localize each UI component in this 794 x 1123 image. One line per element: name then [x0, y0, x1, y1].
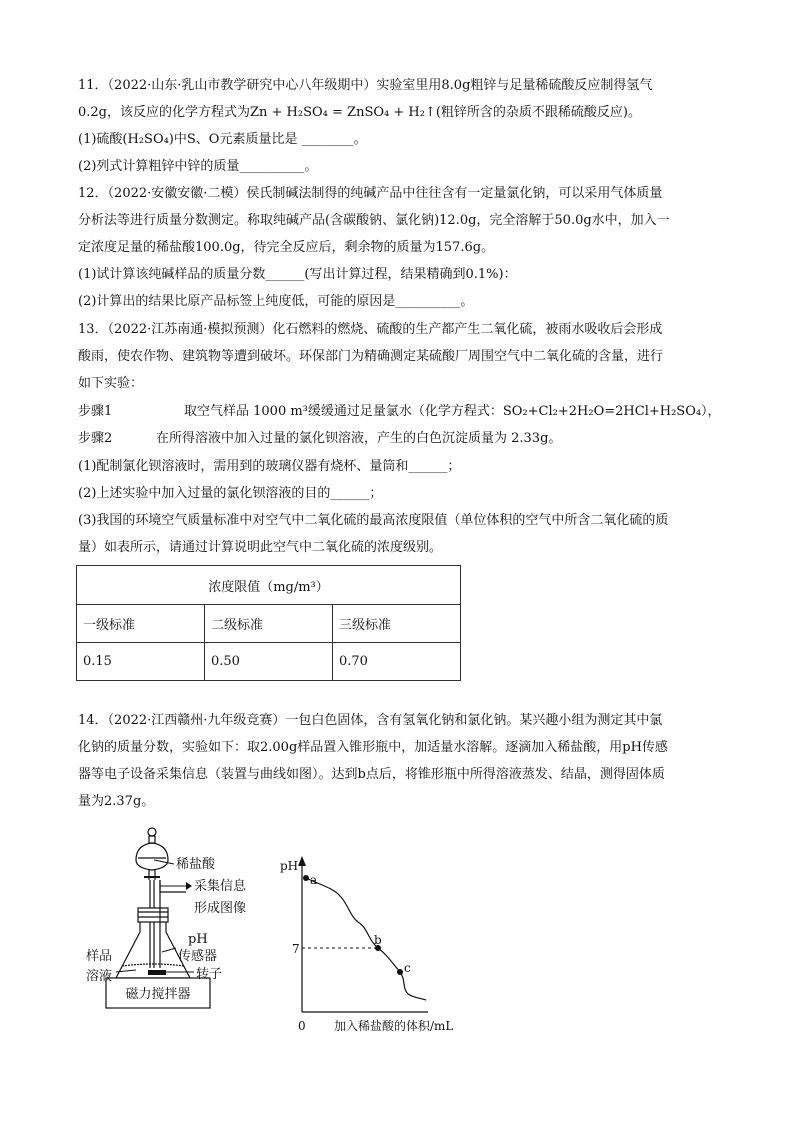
q14-line-4: 量为2.37g。 — [78, 794, 155, 809]
q14-line-1: 14．（2022·江西赣州·九年级竞赛）一包白色固体，含有氢氧化钠和氯化钠。某兴趣小组为测定其中氯 — [78, 713, 663, 728]
concentration-table — [76, 565, 461, 681]
rotor-label: 转子 — [196, 967, 223, 982]
acid-label: 稀盐酸 — [176, 857, 216, 872]
q12-sub-1: (1)试计算该纯碱样品的质量分数______(写出计算过程，结果精确到0.1%)： — [78, 267, 517, 282]
apparatus-diagram — [76, 820, 276, 1030]
stirrer-label: 磁力搅拌器 — [125, 987, 191, 1002]
q11-line-2: 0.2g，该反应的化学方程式为Zn + H₂SO₄ = ZnSO₄ + H₂↑(粗锌所含的杂质不跟稀硫酸反应)。 — [78, 105, 641, 120]
q13-line-1: 13．（2022·江苏南通·模拟预测）化石燃料的燃烧、硫酸的生产都产生二氧化硫，被雨水吸收后会形成 — [78, 322, 663, 337]
q11-sub-2: (2)列式计算粗锌中锌的质量__________。 — [78, 159, 318, 174]
q13-sub-3a: (3)我国的环境空气质量标准中对空气中二氧化硫的最高浓度限值（单位体积的空气中所含二氧化硫的质 — [78, 513, 669, 528]
q11-sub-1: (1)硫酸(H₂SO₄)中S、O元素质量比是 ________。 — [78, 132, 367, 147]
dropping-funnel-icon — [136, 828, 168, 968]
step2-text: 在所得溶液中加入过量的氯化钡溶液，产生的白色沉淀质量为 2.33g。 — [156, 431, 562, 446]
q13-line-3: 如下实验： — [78, 376, 144, 391]
table-row — [77, 643, 461, 681]
step1-label: 步骤1 — [78, 404, 113, 419]
q12-line-1: 12．（2022·安徽安徽·二模）侯氏制碱法制得的纯碱产品中往往含有一定量氯化钠，可以采用气体质量 — [78, 186, 663, 201]
stirring-rotor-icon — [148, 970, 166, 975]
table-cell: 三级标准 — [333, 605, 461, 643]
q13-sub-1: (1)配制氯化钡溶液时，需用到的玻璃仪器有烧杯、量筒和______； — [78, 459, 461, 474]
table-row — [77, 605, 461, 643]
y-tick-label: 7 — [292, 942, 300, 956]
ph-label: pH — [188, 932, 208, 947]
solution-label: 溶液 — [86, 969, 113, 984]
table-cell: 一级标准 — [77, 605, 205, 643]
point-c-label: c — [404, 961, 411, 975]
q12-line-2: 分析法等进行质量分数测定。称取纯碱产品(含碳酸钠、氯化钠)12.0g，完全溶解于50.0g水中，加入一 — [78, 213, 670, 228]
collect-label: 采集信息 — [194, 879, 247, 894]
origin-label: 0 — [298, 1019, 306, 1033]
q12-sub-2: (2)计算出的结果比原产品标签上纯度低，可能的原因是__________。 — [78, 294, 474, 309]
table-cell: 0.50 — [205, 643, 333, 681]
q13-sub-2: (2)上述实验中加入过量的氯化钡溶液的目的______； — [78, 486, 383, 501]
q14-line-3: 器等电子设备采集信息（装置与曲线如图）。达到b点后，将锥形瓶中所得溶液蒸发、结晶，测得固体质 — [78, 767, 665, 782]
q13-sub-3b: 量）如表所示，请通过计算说明此空气中二氧化硫的浓度级别。 — [78, 540, 443, 555]
sample-label: 样品 — [86, 949, 113, 964]
step2-label: 步骤2 — [78, 431, 113, 446]
point-a — [303, 875, 309, 881]
q14-line-2: 化钠的质量分数，实验如下：取2.00g样品置入锥形瓶中，加适量水溶解。逐滴加入稀盐酸，用pH传感 — [78, 740, 668, 755]
ph-curve-chart — [278, 848, 478, 1034]
q13-line-2: 酸雨，使农作物、建筑物等遭到破坏。环保部门为精确测定某硫酸厂周围空气中二氧化硫的含量，进行 — [78, 349, 664, 364]
ph-curve — [306, 878, 426, 1000]
conical-flask-icon — [116, 908, 190, 978]
table-cell: 0.15 — [77, 643, 205, 681]
point-a-label: a — [310, 873, 318, 887]
point-b-label: b — [374, 933, 382, 947]
table-cell: 二级标准 — [205, 605, 333, 643]
sensor-label: 传感器 — [178, 949, 218, 964]
table-header: 浓度限值（mg/m³） — [77, 566, 461, 605]
x-axis-label: 加入稀盐酸的体积/mL — [334, 1019, 454, 1033]
image-label: 形成图像 — [194, 901, 247, 916]
q12-line-3: 定浓度足量的稀盐酸100.0g，待完全反应后，剩余物的质量为157.6g。 — [78, 240, 495, 255]
q11-line-1: 11．（2022·山东·乳山市教学研究中心八年级期中）实验室里用8.0g粗锌与足量稀硫酸反应制得氢气 — [78, 78, 653, 93]
point-c — [397, 969, 403, 975]
y-axis-label: pH — [280, 859, 299, 873]
table-cell: 0.70 — [333, 643, 461, 681]
step1-text: 取空气样品 1000 m³缓缓通过足量氯水（化学方程式：SO₂+Cl₂+2H₂O=2HCl+H₂SO₄）， — [184, 404, 721, 419]
